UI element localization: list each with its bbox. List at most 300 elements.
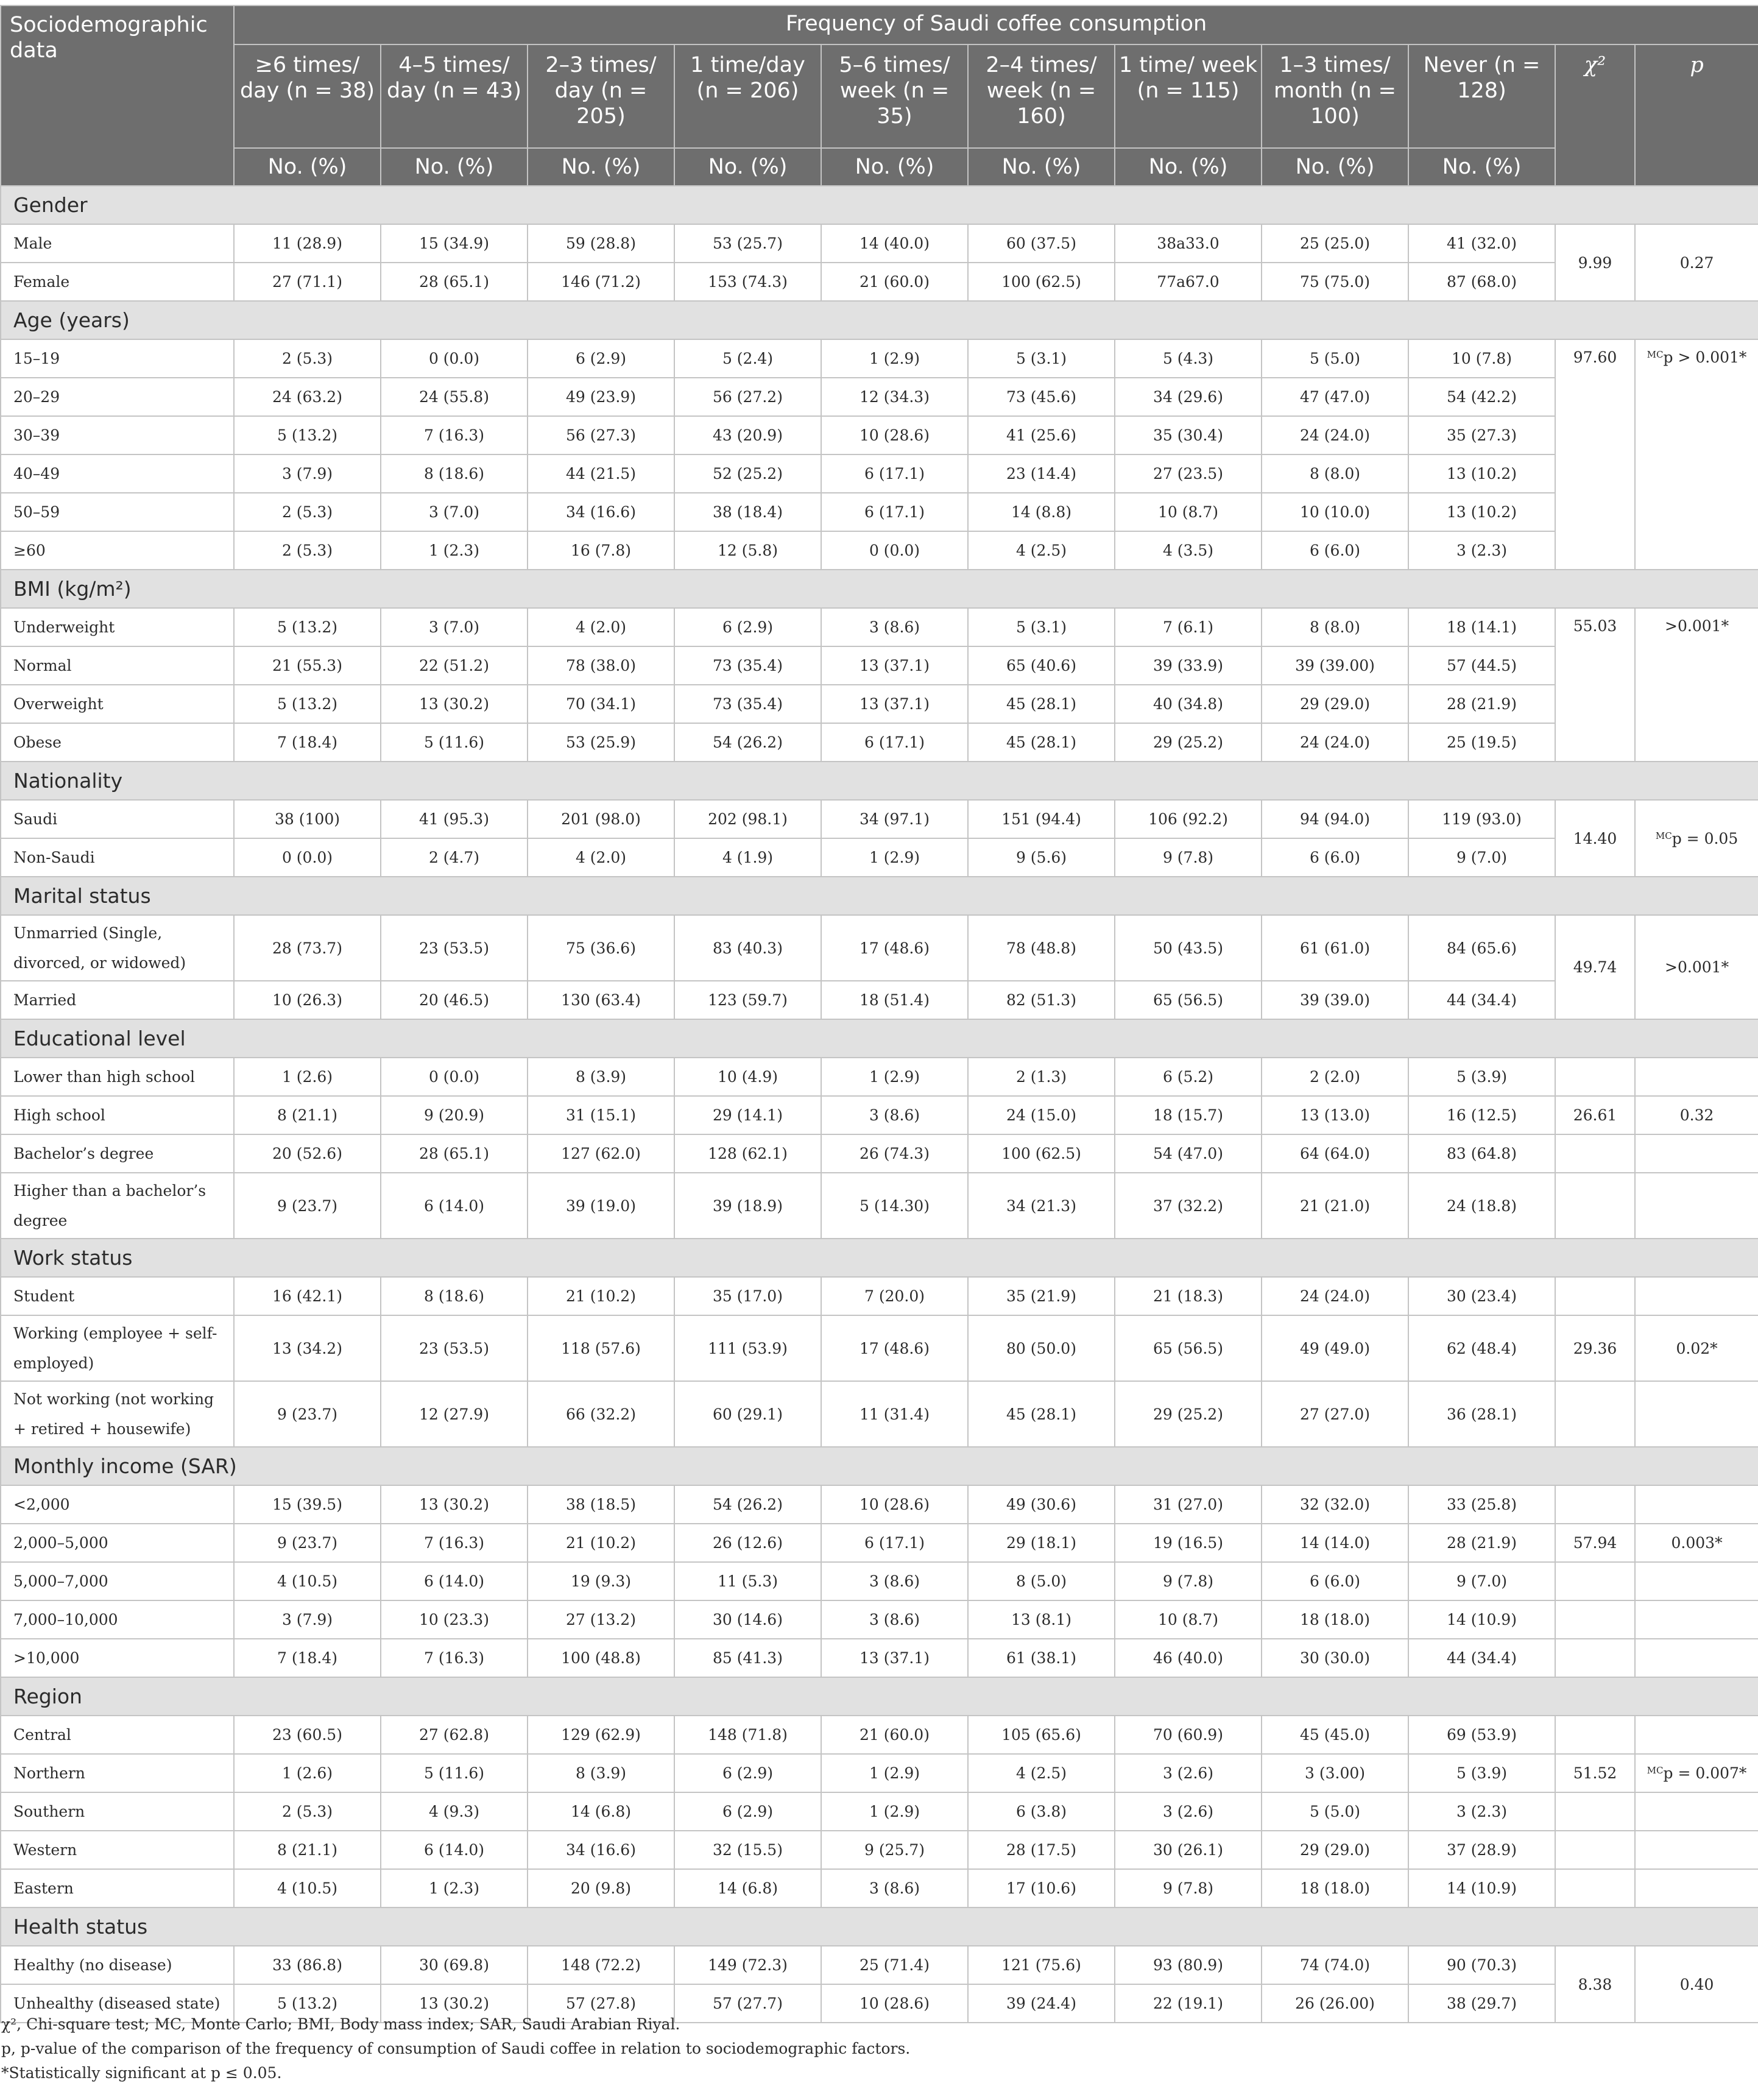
table-cell: 129 (62.9)	[528, 1716, 674, 1754]
table-cell: 21 (21.0)	[1262, 1173, 1408, 1239]
table-cell: 26 (12.6)	[674, 1524, 821, 1562]
table-cell: 78 (48.8)	[968, 915, 1115, 981]
section-title: Work status	[1, 1239, 1758, 1277]
row-label: Higher than a bachelor’s degree	[1, 1173, 234, 1239]
table-row	[1, 1058, 1758, 1096]
table-cell: 27 (27.0)	[1262, 1381, 1408, 1447]
chi-square-value: 9.99	[1555, 224, 1635, 301]
table-cell: 31 (27.0)	[1115, 1485, 1262, 1524]
table-row	[1, 685, 1758, 723]
table-row	[1, 800, 1758, 838]
table-cell: 5 (3.1)	[968, 608, 1115, 646]
table-cell: 45 (28.1)	[968, 1381, 1115, 1447]
table-cell: 8 (18.6)	[381, 454, 528, 493]
table-cell: 3 (7.9)	[234, 1600, 381, 1639]
table-cell: 54 (42.2)	[1408, 378, 1555, 416]
row-label: 7,000–10,000	[1, 1600, 234, 1639]
table-cell: 4 (2.0)	[528, 608, 674, 646]
section-title: Educational level	[1, 1019, 1758, 1058]
row-label: Obese	[1, 723, 234, 762]
table-cell: 29 (25.2)	[1115, 723, 1262, 762]
table-cell: 5 (4.3)	[1115, 339, 1262, 378]
table-cell: 47 (47.0)	[1262, 378, 1408, 416]
table-cell: 28 (17.5)	[968, 1831, 1115, 1869]
section-title: Marital status	[1, 877, 1758, 915]
table-cell: 3 (2.6)	[1115, 1754, 1262, 1792]
table-cell: 38a33.0	[1115, 224, 1262, 263]
table-cell: 6 (2.9)	[528, 339, 674, 378]
table-cell: 10 (23.3)	[381, 1600, 528, 1639]
table-cell: 3 (2.6)	[1115, 1792, 1262, 1831]
table-cell: 148 (72.2)	[528, 1946, 674, 1984]
table-cell: 201 (98.0)	[528, 800, 674, 838]
section-title: Nationality	[1, 762, 1758, 800]
p-value	[1635, 224, 1758, 301]
table-cell: 33 (86.8)	[234, 1946, 381, 1984]
table-cell: 20 (52.6)	[234, 1134, 381, 1173]
table-cell: 6 (2.9)	[674, 1792, 821, 1831]
table-cell: 66 (32.2)	[528, 1381, 674, 1447]
table-row	[1, 1524, 1758, 1562]
table-cell: 7 (20.0)	[821, 1277, 968, 1315]
table-cell: 57 (27.7)	[674, 1984, 821, 2023]
p-value-text: 0.40	[1679, 1975, 1714, 1993]
table-cell: 3 (3.00)	[1262, 1754, 1408, 1792]
table-cell: 6 (17.1)	[821, 1524, 968, 1562]
table-cell: 43 (20.9)	[674, 416, 821, 454]
table-cell: 5 (5.0)	[1262, 339, 1408, 378]
table-cell: 30 (23.4)	[1408, 1277, 1555, 1315]
table-cell: 24 (24.0)	[1262, 416, 1408, 454]
table-cell: 20 (9.8)	[528, 1869, 674, 1907]
table-cell: 5 (13.2)	[234, 416, 381, 454]
table-cell: 12 (27.9)	[381, 1381, 528, 1447]
table-cell: 148 (71.8)	[674, 1716, 821, 1754]
section-header	[1, 186, 1758, 224]
table-cell: 3 (8.6)	[821, 1600, 968, 1639]
table-cell: 3 (2.3)	[1408, 1792, 1555, 1831]
p-value	[1635, 1946, 1758, 2023]
table-cell: 93 (80.9)	[1115, 1946, 1262, 1984]
empty-cell	[1635, 1716, 1758, 1754]
table-cell: 5 (3.9)	[1408, 1754, 1555, 1792]
table-cell: 24 (55.8)	[381, 378, 528, 416]
table-cell: 45 (45.0)	[1262, 1716, 1408, 1754]
table-cell: 30 (26.1)	[1115, 1831, 1262, 1869]
table-cell: 17 (10.6)	[968, 1869, 1115, 1907]
p-value-text: 0.32	[1679, 1106, 1714, 1124]
table-cell: 61 (38.1)	[968, 1639, 1115, 1677]
table-row	[1, 608, 1758, 646]
empty-cell	[1555, 1277, 1635, 1315]
table-cell: 23 (14.4)	[968, 454, 1115, 493]
table-cell: 5 (5.0)	[1262, 1792, 1408, 1831]
table-row	[1, 1277, 1758, 1315]
table-row	[1, 1792, 1758, 1831]
table-cell: 105 (65.6)	[968, 1716, 1115, 1754]
no-percent-label: No. (%)	[381, 148, 528, 186]
empty-cell	[1555, 1134, 1635, 1173]
row-label: Central	[1, 1716, 234, 1754]
table-cell: 5 (2.4)	[674, 339, 821, 378]
section-title: Monthly income (SAR)	[1, 1447, 1758, 1485]
table-row	[1, 1381, 1758, 1447]
empty-cell	[1635, 1600, 1758, 1639]
table-cell: 56 (27.2)	[674, 378, 821, 416]
table-cell: 20 (46.5)	[381, 981, 528, 1019]
table-row	[1, 378, 1758, 416]
row-label: 40–49	[1, 454, 234, 493]
table-cell: 75 (75.0)	[1262, 263, 1408, 301]
table-cell: 25 (19.5)	[1408, 723, 1555, 762]
table-cell: 10 (28.6)	[821, 1984, 968, 2023]
table-cell: 8 (21.1)	[234, 1831, 381, 1869]
table-cell: 6 (14.0)	[381, 1173, 528, 1239]
table-cell: 1 (2.9)	[821, 1058, 968, 1096]
table-cell: 100 (48.8)	[528, 1639, 674, 1677]
table-row	[1, 1754, 1758, 1792]
table-cell: 21 (60.0)	[821, 1716, 968, 1754]
table-cell: 2 (2.0)	[1262, 1058, 1408, 1096]
table-row	[1, 1096, 1758, 1134]
table-cell: 30 (30.0)	[1262, 1639, 1408, 1677]
table-cell: 39 (24.4)	[968, 1984, 1115, 2023]
table-cell: 21 (10.2)	[528, 1277, 674, 1315]
chi-square-value: 29.36	[1555, 1315, 1635, 1381]
table-cell: 94 (94.0)	[1262, 800, 1408, 838]
table-cell: 84 (65.6)	[1408, 915, 1555, 981]
empty-cell	[1555, 1639, 1635, 1677]
table-cell: 8 (8.0)	[1262, 608, 1408, 646]
table-cell: 21 (10.2)	[528, 1524, 674, 1562]
empty-cell	[1635, 1831, 1758, 1869]
monte-carlo-marker: MC	[1647, 1765, 1664, 1776]
table-cell: 123 (59.7)	[674, 981, 821, 1019]
row-label: Overweight	[1, 685, 234, 723]
section-header	[1, 877, 1758, 915]
row-label: Non-Saudi	[1, 838, 234, 877]
table-cell: 130 (63.4)	[528, 981, 674, 1019]
table-cell: 5 (11.6)	[381, 723, 528, 762]
table-cell: 30 (14.6)	[674, 1600, 821, 1639]
table-cell: 21 (55.3)	[234, 646, 381, 685]
section-header	[1, 570, 1758, 608]
p-value-text: p = 0.05	[1672, 829, 1739, 847]
section-title: Region	[1, 1677, 1758, 1716]
table-cell: 5 (3.1)	[968, 339, 1115, 378]
empty-cell	[1635, 1485, 1758, 1524]
table-cell: 14 (10.9)	[1408, 1600, 1555, 1639]
table-cell: 11 (5.3)	[674, 1562, 821, 1600]
table-cell: 62 (48.4)	[1408, 1315, 1555, 1381]
table-cell: 9 (25.7)	[821, 1831, 968, 1869]
empty-cell	[1635, 1381, 1758, 1447]
chi-square-value: 14.40	[1555, 800, 1635, 877]
row-label: Lower than high school	[1, 1058, 234, 1096]
row-label: >10,000	[1, 1639, 234, 1677]
table-cell: 4 (1.9)	[674, 838, 821, 877]
table-cell: 3 (7.9)	[234, 454, 381, 493]
no-percent-label: No. (%)	[528, 148, 674, 186]
table-cell: 39 (39.0)	[1262, 981, 1408, 1019]
table-cell: 14 (8.8)	[968, 493, 1115, 531]
table-cell: 39 (19.0)	[528, 1173, 674, 1239]
table-cell: 0 (0.0)	[821, 531, 968, 570]
table-cell: 41 (32.0)	[1408, 224, 1555, 263]
table-cell: 25 (25.0)	[1262, 224, 1408, 263]
empty-cell	[1555, 1716, 1635, 1754]
footnotes	[0, 2012, 1758, 2085]
table-cell: 18 (15.7)	[1115, 1096, 1262, 1134]
table-cell: 16 (12.5)	[1408, 1096, 1555, 1134]
table-cell: 83 (64.8)	[1408, 1134, 1555, 1173]
table-cell: 8 (3.9)	[528, 1058, 674, 1096]
table-cell: 15 (34.9)	[381, 224, 528, 263]
table-cell: 12 (5.8)	[674, 531, 821, 570]
table-cell: 27 (13.2)	[528, 1600, 674, 1639]
table-cell: 37 (32.2)	[1115, 1173, 1262, 1239]
table-cell: 83 (40.3)	[674, 915, 821, 981]
empty-cell	[1635, 1134, 1758, 1173]
table-cell: 16 (42.1)	[234, 1277, 381, 1315]
table-row	[1, 1639, 1758, 1677]
table-cell: 5 (3.9)	[1408, 1058, 1555, 1096]
table-cell: 13 (10.2)	[1408, 454, 1555, 493]
table-cell: 6 (5.2)	[1115, 1058, 1262, 1096]
empty-cell	[1555, 1058, 1635, 1096]
table-row	[1, 723, 1758, 762]
coffee-consumption-table	[0, 5, 1758, 2023]
table-cell: 49 (49.0)	[1262, 1315, 1408, 1381]
table-cell: 146 (71.2)	[528, 263, 674, 301]
empty-cell	[1635, 1173, 1758, 1239]
row-label: Healthy (no disease)	[1, 1946, 234, 1984]
row-label: 30–39	[1, 416, 234, 454]
section-header	[1, 1239, 1758, 1277]
table-cell: 3 (8.6)	[821, 1562, 968, 1600]
table-cell: 24 (63.2)	[234, 378, 381, 416]
table-cell: 80 (50.0)	[968, 1315, 1115, 1381]
table-cell: 13 (8.1)	[968, 1600, 1115, 1639]
table-cell: 10 (26.3)	[234, 981, 381, 1019]
table-cell: 6 (6.0)	[1262, 1562, 1408, 1600]
table-cell: 24 (18.8)	[1408, 1173, 1555, 1239]
table-cell: 33 (25.8)	[1408, 1485, 1555, 1524]
table-row	[1, 646, 1758, 685]
table-cell: 5 (13.2)	[234, 608, 381, 646]
table-cell: 39 (33.9)	[1115, 646, 1262, 685]
table-cell: 5 (14.30)	[821, 1173, 968, 1239]
table-cell: 7 (18.4)	[234, 723, 381, 762]
table-cell: 9 (23.7)	[234, 1381, 381, 1447]
table-cell: 111 (53.9)	[674, 1315, 821, 1381]
table-cell: 8 (5.0)	[968, 1562, 1115, 1600]
table-cell: 53 (25.9)	[528, 723, 674, 762]
group-header: 4–5 times/ day (n = 43)	[381, 44, 528, 148]
monte-carlo-marker: MC	[1647, 349, 1664, 360]
table-cell: 6 (14.0)	[381, 1831, 528, 1869]
row-label: 15–19	[1, 339, 234, 378]
empty-cell	[1635, 1562, 1758, 1600]
table-row	[1, 838, 1758, 877]
section-header	[1, 762, 1758, 800]
table-cell: 24 (15.0)	[968, 1096, 1115, 1134]
table-cell: 1 (2.9)	[821, 1754, 968, 1792]
section-header	[1, 301, 1758, 339]
row-label: High school	[1, 1096, 234, 1134]
p-value	[1635, 915, 1758, 1019]
table-row	[1, 1869, 1758, 1907]
table-cell: 4 (2.5)	[968, 531, 1115, 570]
table-cell: 54 (47.0)	[1115, 1134, 1262, 1173]
table-cell: 128 (62.1)	[674, 1134, 821, 1173]
table-cell: 37 (28.9)	[1408, 1831, 1555, 1869]
table-cell: 23 (53.5)	[381, 915, 528, 981]
table-cell: 54 (26.2)	[674, 723, 821, 762]
table-cell: 2 (5.3)	[234, 1792, 381, 1831]
footnote-abbreviations: χ², Chi-square test; MC, Monte Carlo; BMI, Body mass index; SAR, Saudi Arabian Riyal.	[1, 2015, 680, 2033]
table-cell: 25 (71.4)	[821, 1946, 968, 1984]
row-label: Eastern	[1, 1869, 234, 1907]
table-row	[1, 1173, 1758, 1239]
table-cell: 38 (18.5)	[528, 1485, 674, 1524]
table-cell: 6 (2.9)	[674, 1754, 821, 1792]
table-cell: 16 (7.8)	[528, 531, 674, 570]
row-label: Married	[1, 981, 234, 1019]
table-cell: 7 (6.1)	[1115, 608, 1262, 646]
table-cell: 54 (26.2)	[674, 1485, 821, 1524]
table-cell: 23 (53.5)	[381, 1315, 528, 1381]
table-cell: 118 (57.6)	[528, 1315, 674, 1381]
table-cell: 21 (18.3)	[1115, 1277, 1262, 1315]
empty-cell	[1635, 1277, 1758, 1315]
row-label: ≥60	[1, 531, 234, 570]
table-cell: 4 (9.3)	[381, 1792, 528, 1831]
row-label: <2,000	[1, 1485, 234, 1524]
table-cell: 52 (25.2)	[674, 454, 821, 493]
table-cell: 9 (23.7)	[234, 1524, 381, 1562]
chi-square-value: 55.03	[1555, 608, 1635, 762]
table-cell: 29 (29.0)	[1262, 685, 1408, 723]
table-cell: 85 (41.3)	[674, 1639, 821, 1677]
table-cell: 82 (51.3)	[968, 981, 1115, 1019]
table-cell: 44 (34.4)	[1408, 1639, 1555, 1677]
table-cell: 3 (7.0)	[381, 608, 528, 646]
empty-cell	[1555, 1485, 1635, 1524]
table-cell: 119 (93.0)	[1408, 800, 1555, 838]
table-cell: 7 (16.3)	[381, 1524, 528, 1562]
p-value	[1635, 800, 1758, 877]
table-row	[1, 1134, 1758, 1173]
table-cell: 8 (21.1)	[234, 1096, 381, 1134]
table-cell: 8 (18.6)	[381, 1277, 528, 1315]
empty-cell	[1555, 1600, 1635, 1639]
table-cell: 45 (28.1)	[968, 723, 1115, 762]
table-row	[1, 1946, 1758, 1984]
table-cell: 100 (62.5)	[968, 1134, 1115, 1173]
table-cell: 35 (27.3)	[1408, 416, 1555, 454]
row-label: Student	[1, 1277, 234, 1315]
table-cell: 29 (25.2)	[1115, 1381, 1262, 1447]
section-title: Age (years)	[1, 301, 1758, 339]
table-cell: 49 (30.6)	[968, 1485, 1115, 1524]
empty-cell	[1555, 1381, 1635, 1447]
table-cell: 3 (8.6)	[821, 1096, 968, 1134]
table-row	[1, 339, 1758, 378]
empty-cell	[1635, 1869, 1758, 1907]
table-cell: 10 (8.7)	[1115, 493, 1262, 531]
table-cell: 6 (17.1)	[821, 493, 968, 531]
table-row	[1, 1315, 1758, 1381]
table-cell: 34 (21.3)	[968, 1173, 1115, 1239]
p-value-header: p	[1635, 44, 1758, 186]
table-cell: 65 (56.5)	[1115, 981, 1262, 1019]
table-cell: 69 (53.9)	[1408, 1716, 1555, 1754]
table-cell: 14 (10.9)	[1408, 1869, 1555, 1907]
table-cell: 14 (6.8)	[528, 1792, 674, 1831]
row-label: 2,000–5,000	[1, 1524, 234, 1562]
no-percent-label: No. (%)	[821, 148, 968, 186]
section-header	[1, 1447, 1758, 1485]
section-header	[1, 1907, 1758, 1946]
table-row	[1, 224, 1758, 263]
row-label: Western	[1, 1831, 234, 1869]
table-cell: 26 (74.3)	[821, 1134, 968, 1173]
table-cell: 7 (16.3)	[381, 1639, 528, 1677]
table-cell: 0 (0.0)	[381, 339, 528, 378]
group-header: ≥6 times/ day (n = 38)	[234, 44, 381, 148]
table-cell: 9 (7.8)	[1115, 1869, 1262, 1907]
table-row	[1, 531, 1758, 570]
table-cell: 6 (6.0)	[1262, 838, 1408, 877]
table-cell: 61 (61.0)	[1262, 915, 1408, 981]
table-cell: 30 (69.8)	[381, 1946, 528, 1984]
table-cell: 28 (21.9)	[1408, 685, 1555, 723]
table-cell: 10 (28.6)	[821, 1485, 968, 1524]
table-cell: 4 (3.5)	[1115, 531, 1262, 570]
p-value	[1635, 339, 1758, 570]
table-cell: 65 (40.6)	[968, 646, 1115, 685]
empty-cell	[1555, 1173, 1635, 1239]
p-value-text: 0.003*	[1671, 1534, 1723, 1552]
table-cell: 1 (2.9)	[821, 339, 968, 378]
row-label: Female	[1, 263, 234, 301]
table-cell: 0 (0.0)	[234, 838, 381, 877]
table-cell: 70 (34.1)	[528, 685, 674, 723]
section-title: Gender	[1, 186, 1758, 224]
table-cell: 35 (17.0)	[674, 1277, 821, 1315]
table-cell: 29 (18.1)	[968, 1524, 1115, 1562]
table-cell: 9 (7.8)	[1115, 838, 1262, 877]
p-value-text: p > 0.001*	[1663, 348, 1747, 366]
group-header: Never (n = 128)	[1408, 44, 1555, 148]
table-cell: 18 (18.0)	[1262, 1600, 1408, 1639]
table-cell: 27 (71.1)	[234, 263, 381, 301]
table-cell: 4 (2.5)	[968, 1754, 1115, 1792]
table-row	[1, 1562, 1758, 1600]
p-value	[1635, 608, 1758, 762]
table-cell: 60 (37.5)	[968, 224, 1115, 263]
table-cell: 13 (37.1)	[821, 1639, 968, 1677]
table-cell: 49 (23.9)	[528, 378, 674, 416]
section-title: BMI (kg/m²)	[1, 570, 1758, 608]
table-cell: 29 (14.1)	[674, 1096, 821, 1134]
p-value-text: p = 0.007*	[1663, 1764, 1747, 1782]
table-cell: 70 (60.9)	[1115, 1716, 1262, 1754]
table-cell: 14 (14.0)	[1262, 1524, 1408, 1562]
group-header: 2–4 times/ week (n = 160)	[968, 44, 1115, 148]
table-cell: 2 (5.3)	[234, 493, 381, 531]
